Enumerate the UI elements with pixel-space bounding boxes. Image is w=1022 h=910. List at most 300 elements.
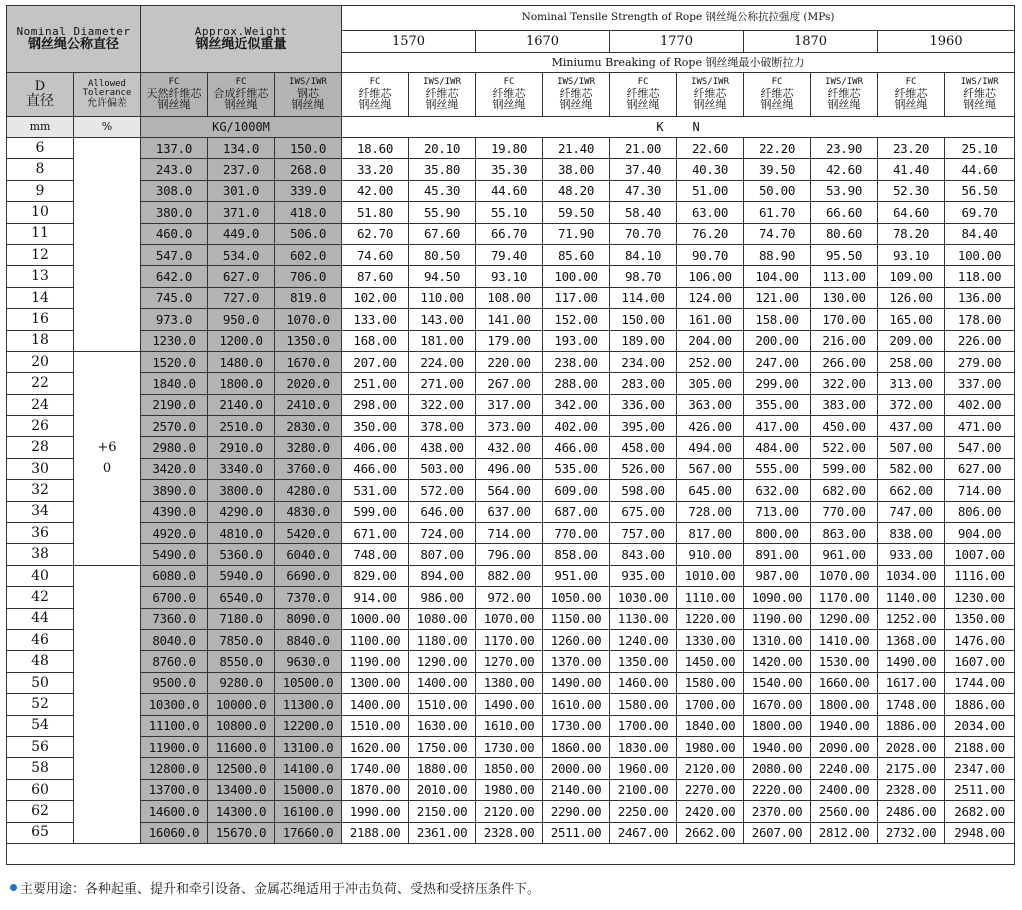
weight-cell: 1670.0 [275, 351, 342, 372]
breaking-force-cell: 67.60 [409, 223, 476, 244]
table-row [7, 715, 1015, 736]
breaking-force-cell: 1180.00 [409, 629, 476, 650]
table-row [7, 779, 1015, 800]
weight-cell: 268.0 [275, 159, 342, 180]
breaking-force-cell: 1310.00 [744, 629, 811, 650]
weight-cell: 4390.0 [141, 501, 208, 522]
breaking-force-cell: 1290.00 [409, 651, 476, 672]
breaking-force-cell: 2511.00 [945, 779, 1015, 800]
column-label: 钢丝绳 [492, 98, 526, 112]
breaking-force-cell: 564.00 [476, 480, 543, 501]
breaking-force-cell: 1380.00 [476, 672, 543, 693]
breaking-force-cell: 1860.00 [543, 736, 610, 757]
table-row [7, 244, 1015, 265]
breaking-force-cell: 1607.00 [945, 651, 1015, 672]
breaking-force-cell: 21.40 [543, 138, 610, 159]
weight-cell: 534.0 [208, 244, 275, 265]
breaking-force-cell: 796.00 [476, 544, 543, 565]
diameter-cell: 40 [7, 565, 74, 586]
column-label: 纤维芯 [963, 86, 997, 100]
weight-cell: 380.0 [141, 202, 208, 223]
breaking-force-cell: 1460.00 [610, 672, 677, 693]
weight-cell: 13400.0 [208, 779, 275, 800]
table-row [7, 822, 1015, 843]
weight-cell: 1200.0 [208, 330, 275, 351]
table-row [7, 629, 1015, 650]
weight-cell: 339.0 [275, 180, 342, 201]
breaking-force-cell: 1620.00 [342, 736, 409, 757]
breaking-force-cell: 2000.00 [543, 758, 610, 779]
column-header [744, 73, 811, 117]
weight-cell: 2410.0 [275, 394, 342, 415]
breaking-force-cell: 251.00 [342, 373, 409, 394]
weight-cell: 642.0 [141, 266, 208, 287]
table-row [7, 202, 1015, 223]
breaking-force-cell: 64.60 [878, 202, 945, 223]
breaking-force-cell: 288.00 [543, 373, 610, 394]
breaking-force-cell: 1110.00 [677, 587, 744, 608]
breaking-force-cell: 1116.00 [945, 565, 1015, 586]
unit-force: K N [342, 117, 1015, 138]
breaking-force-cell: 51.80 [342, 202, 409, 223]
breaking-force-cell: 152.00 [543, 309, 610, 330]
breaking-force-cell: 189.00 [610, 330, 677, 351]
table-row [7, 287, 1015, 308]
breaking-force-cell: 2948.00 [945, 822, 1015, 843]
table-row [7, 458, 1015, 479]
weight-cell: 547.0 [141, 244, 208, 265]
breaking-force-cell: 817.00 [677, 523, 744, 544]
breaking-force-cell: 252.00 [677, 351, 744, 372]
breaking-force-cell: 951.00 [543, 565, 610, 586]
breaking-force-cell: 1750.00 [409, 736, 476, 757]
breaking-force-cell: 609.00 [543, 480, 610, 501]
table-row [7, 223, 1015, 244]
column-header [543, 73, 610, 117]
breaking-force-cell: 1350.00 [610, 651, 677, 672]
breaking-force-cell: 1610.00 [476, 715, 543, 736]
breaking-force-cell: 267.00 [476, 373, 543, 394]
breaking-force-cell: 1630.00 [409, 715, 476, 736]
table-footer-spacer [7, 843, 1015, 864]
table-row [7, 544, 1015, 565]
breaking-force-cell: 124.00 [677, 287, 744, 308]
breaking-force-cell: 637.00 [476, 501, 543, 522]
breaking-force-cell: 104.00 [744, 266, 811, 287]
breaking-force-cell: 56.50 [945, 180, 1015, 201]
breaking-force-cell: 1490.00 [476, 694, 543, 715]
column-label: 纤维芯 [693, 86, 727, 100]
diameter-cell: 38 [7, 544, 74, 565]
diameter-cell: 60 [7, 779, 74, 800]
breaking-force-cell: 935.00 [610, 565, 677, 586]
column-code: FC [168, 77, 180, 88]
breaking-force-cell: 337.00 [945, 373, 1015, 394]
column-header [677, 73, 744, 117]
column-label: 纤维芯 [425, 86, 459, 100]
diameter-cell: 42 [7, 587, 74, 608]
breaking-force-cell: 829.00 [342, 565, 409, 586]
diameter-cell: 16 [7, 309, 74, 330]
diameter-cell: 20 [7, 351, 74, 372]
tolerance-cell [74, 565, 141, 843]
breaking-force-cell: 93.10 [476, 266, 543, 287]
strength-grade: 1870 [744, 31, 878, 53]
weight-cell: 8090.0 [275, 608, 342, 629]
breaking-force-cell: 662.00 [878, 480, 945, 501]
wire-rope-spec-sheet [6, 5, 1014, 865]
column-label: 合成纤维芯 [213, 86, 269, 100]
weight-cell: 3280.0 [275, 437, 342, 458]
breaking-force-cell: 121.00 [744, 287, 811, 308]
breaking-force-cell: 18.60 [342, 138, 409, 159]
breaking-force-cell: 1420.00 [744, 651, 811, 672]
weight-cell: 11100.0 [141, 715, 208, 736]
weight-cell: 8040.0 [141, 629, 208, 650]
approx-weight-en: Approx.Weight [194, 25, 288, 39]
breaking-force-cell: 1230.00 [945, 587, 1015, 608]
breaking-force-cell: 85.60 [543, 244, 610, 265]
d-label: D [34, 79, 46, 95]
breaking-force-cell: 770.00 [543, 523, 610, 544]
weight-cell: 8760.0 [141, 651, 208, 672]
weight-cell: 16100.0 [275, 801, 342, 822]
breaking-force-cell: 2150.00 [409, 801, 476, 822]
breaking-force-cell: 2175.00 [878, 758, 945, 779]
column-header [208, 73, 275, 117]
weight-cell: 4830.0 [275, 501, 342, 522]
breaking-force-cell: 961.00 [811, 544, 878, 565]
nominal-diameter-header [7, 6, 141, 73]
breaking-force-cell: 2560.00 [811, 801, 878, 822]
weight-cell: 301.0 [208, 180, 275, 201]
weight-cell: 7370.0 [275, 587, 342, 608]
diameter-cell: 13 [7, 266, 74, 287]
breaking-force-cell: 342.00 [543, 394, 610, 415]
breaking-force-cell: 2467.00 [610, 822, 677, 843]
breaking-force-cell: 39.50 [744, 159, 811, 180]
breaking-force-cell: 450.00 [811, 416, 878, 437]
column-label: 钢丝绳 [827, 98, 861, 112]
breaking-force-cell: 582.00 [878, 458, 945, 479]
breaking-force-cell: 891.00 [744, 544, 811, 565]
breaking-force-cell: 1800.00 [744, 715, 811, 736]
breaking-force-cell: 322.00 [409, 394, 476, 415]
breaking-force-cell: 395.00 [610, 416, 677, 437]
table-row [7, 330, 1015, 351]
breaking-force-cell: 87.60 [342, 266, 409, 287]
d-header [7, 73, 74, 117]
column-label: 钢丝绳 [559, 98, 593, 112]
breaking-force-cell: 2034.00 [945, 715, 1015, 736]
weight-cell: 1070.0 [275, 309, 342, 330]
breaking-force-cell: 2420.00 [677, 801, 744, 822]
breaking-force-cell: 355.00 [744, 394, 811, 415]
column-code: IWS/IWR [423, 77, 461, 88]
weight-cell: 6540.0 [208, 587, 275, 608]
breaking-force-cell: 322.00 [811, 373, 878, 394]
diameter-cell: 65 [7, 822, 74, 843]
weight-cell: 3340.0 [208, 458, 275, 479]
breaking-force-cell: 1744.00 [945, 672, 1015, 693]
weight-cell: 2510.0 [208, 416, 275, 437]
breaking-force-cell: 50.00 [744, 180, 811, 201]
table-row [7, 180, 1015, 201]
diameter-cell: 44 [7, 608, 74, 629]
breaking-force-cell: 336.00 [610, 394, 677, 415]
breaking-force-cell: 843.00 [610, 544, 677, 565]
breaking-force-cell: 2010.00 [409, 779, 476, 800]
breaking-force-cell: 522.00 [811, 437, 878, 458]
breaking-force-cell: 58.40 [610, 202, 677, 223]
weight-cell: 15000.0 [275, 779, 342, 800]
unit-percent: % [74, 117, 141, 138]
breaking-force-cell: 1190.00 [342, 651, 409, 672]
breaking-force-cell: 181.00 [409, 330, 476, 351]
weight-cell: 4920.0 [141, 523, 208, 544]
column-code: IWS/IWR [691, 77, 729, 88]
column-header [878, 73, 945, 117]
tolerance-cell [74, 351, 141, 565]
breaking-force-cell: 426.00 [677, 416, 744, 437]
breaking-force-cell: 645.00 [677, 480, 744, 501]
breaking-force-cell: 150.00 [610, 309, 677, 330]
breaking-force-cell: 417.00 [744, 416, 811, 437]
breaking-force-cell: 80.60 [811, 223, 878, 244]
weight-cell: 14300.0 [208, 801, 275, 822]
breaking-force-cell: 632.00 [744, 480, 811, 501]
breaking-force-cell: 438.00 [409, 437, 476, 458]
breaking-force-cell: 1886.00 [945, 694, 1015, 715]
breaking-force-cell: 80.50 [409, 244, 476, 265]
breaking-force-cell: 1610.00 [543, 694, 610, 715]
breaking-force-cell: 714.00 [945, 480, 1015, 501]
breaking-force-cell: 1290.00 [811, 608, 878, 629]
column-label: 纤维芯 [492, 86, 526, 100]
weight-cell: 3800.0 [208, 480, 275, 501]
breaking-force-cell: 535.00 [543, 458, 610, 479]
column-code: IWS/IWR [289, 77, 327, 88]
breaking-force-cell: 1034.00 [878, 565, 945, 586]
breaking-force-cell: 2028.00 [878, 736, 945, 757]
breaking-force-cell: 402.00 [543, 416, 610, 437]
weight-cell: 6690.0 [275, 565, 342, 586]
breaking-force-cell: 62.70 [342, 223, 409, 244]
table-row [7, 523, 1015, 544]
weight-cell: 10800.0 [208, 715, 275, 736]
tolerance-cell [74, 138, 141, 352]
breaking-force-cell: 1580.00 [677, 672, 744, 693]
breaking-force-cell: 305.00 [677, 373, 744, 394]
column-code: FC [905, 77, 917, 88]
breaking-force-cell: 35.30 [476, 159, 543, 180]
breaking-force-cell: 25.10 [945, 138, 1015, 159]
breaking-force-cell: 317.00 [476, 394, 543, 415]
column-label: 钢丝绳 [224, 98, 258, 112]
weight-cell: 2570.0 [141, 416, 208, 437]
weight-cell: 14600.0 [141, 801, 208, 822]
table-row [7, 138, 1015, 159]
table-row [7, 758, 1015, 779]
table-row [7, 608, 1015, 629]
diameter-cell: 54 [7, 715, 74, 736]
breaking-force-cell: 687.00 [543, 501, 610, 522]
strength-grade: 1770 [610, 31, 744, 53]
column-code: FC [771, 77, 783, 88]
weight-cell: 9630.0 [275, 651, 342, 672]
breaking-force-cell: 1830.00 [610, 736, 677, 757]
breaking-force-cell: 458.00 [610, 437, 677, 458]
breaking-force-cell: 972.00 [476, 587, 543, 608]
breaking-force-cell: 882.00 [476, 565, 543, 586]
breaking-force-cell: 1886.00 [878, 715, 945, 736]
weight-cell: 11900.0 [141, 736, 208, 757]
tolerance-upper: +6 [97, 439, 117, 455]
column-code: IWS/IWR [825, 77, 863, 88]
breaking-force-cell: 1476.00 [945, 629, 1015, 650]
weight-cell: 4280.0 [275, 480, 342, 501]
breaking-force-cell: 200.00 [744, 330, 811, 351]
diameter-cell: 28 [7, 437, 74, 458]
weight-cell: 5490.0 [141, 544, 208, 565]
column-header [610, 73, 677, 117]
breaking-force-cell: 807.00 [409, 544, 476, 565]
diameter-cell: 6 [7, 138, 74, 159]
breaking-force-cell: 136.00 [945, 287, 1015, 308]
weight-cell: 1350.0 [275, 330, 342, 351]
spec-table [6, 5, 1015, 865]
breaking-force-cell: 165.00 [878, 309, 945, 330]
breaking-force-cell: 207.00 [342, 351, 409, 372]
breaking-force-cell: 806.00 [945, 501, 1015, 522]
weight-cell: 449.0 [208, 223, 275, 244]
breaking-force-cell: 55.90 [409, 202, 476, 223]
breaking-force-cell: 1617.00 [878, 672, 945, 693]
table-row [7, 565, 1015, 586]
breaking-force-cell: 1510.00 [342, 715, 409, 736]
weight-cell: 3420.0 [141, 458, 208, 479]
breaking-force-cell: 503.00 [409, 458, 476, 479]
breaking-force-cell: 494.00 [677, 437, 744, 458]
weight-cell: 16060.0 [141, 822, 208, 843]
diameter-cell: 26 [7, 416, 74, 437]
breaking-force-cell: 247.00 [744, 351, 811, 372]
breaking-force-cell: 2486.00 [878, 801, 945, 822]
breaking-force-cell: 2682.00 [945, 801, 1015, 822]
breaking-force-cell: 90.70 [677, 244, 744, 265]
weight-cell: 1520.0 [141, 351, 208, 372]
breaking-force-cell: 1490.00 [878, 651, 945, 672]
breaking-force-cell: 724.00 [409, 523, 476, 544]
column-code: IWS/IWR [557, 77, 595, 88]
d-cn-label: 直径 [26, 92, 54, 109]
breaking-force-cell: 1960.00 [610, 758, 677, 779]
column-label: 钢丝绳 [693, 98, 727, 112]
breaking-force-cell: 93.10 [878, 244, 945, 265]
breaking-force-cell: 126.00 [878, 287, 945, 308]
breaking-force-cell: 1660.00 [811, 672, 878, 693]
weight-cell: 706.0 [275, 266, 342, 287]
nominal-diameter-cn: 钢丝绳公称直径 [27, 36, 119, 52]
breaking-force-cell: 84.10 [610, 244, 677, 265]
weight-cell: 7180.0 [208, 608, 275, 629]
breaking-force-cell: 2100.00 [610, 779, 677, 800]
breaking-force-cell: 372.00 [878, 394, 945, 415]
column-code: FC [503, 77, 515, 88]
breaking-force-cell: 45.30 [409, 180, 476, 201]
weight-cell: 10500.0 [275, 672, 342, 693]
breaking-force-cell: 1240.00 [610, 629, 677, 650]
weight-cell: 973.0 [141, 309, 208, 330]
breaking-force-cell: 100.00 [543, 266, 610, 287]
diameter-cell: 30 [7, 458, 74, 479]
breaking-force-cell: 110.00 [409, 287, 476, 308]
weight-cell: 237.0 [208, 159, 275, 180]
diameter-cell: 46 [7, 629, 74, 650]
breaking-force-cell: 1090.00 [744, 587, 811, 608]
table-row [7, 309, 1015, 330]
breaking-force-cell: 2188.00 [342, 822, 409, 843]
breaking-force-cell: 216.00 [811, 330, 878, 351]
breaking-force-cell: 117.00 [543, 287, 610, 308]
breaking-force-cell: 466.00 [342, 458, 409, 479]
breaking-force-cell: 44.60 [945, 159, 1015, 180]
breaking-force-cell: 70.70 [610, 223, 677, 244]
diameter-cell: 18 [7, 330, 74, 351]
breaking-force-cell: 713.00 [744, 501, 811, 522]
column-code: FC [369, 77, 381, 88]
table-row [7, 480, 1015, 501]
weight-cell: 12500.0 [208, 758, 275, 779]
breaking-force-cell: 1990.00 [342, 801, 409, 822]
breaking-force-cell: 66.60 [811, 202, 878, 223]
breaking-force-cell: 484.00 [744, 437, 811, 458]
weight-cell: 5940.0 [208, 565, 275, 586]
breaking-force-cell: 84.40 [945, 223, 1015, 244]
breaking-force-cell: 496.00 [476, 458, 543, 479]
unit-mm: mm [7, 117, 74, 138]
breaking-force-cell: 2140.00 [543, 779, 610, 800]
weight-cell: 1800.0 [208, 373, 275, 394]
breaking-force-cell: 599.00 [342, 501, 409, 522]
breaking-force-cell: 220.00 [476, 351, 543, 372]
diameter-cell: 48 [7, 651, 74, 672]
breaking-force-cell: 141.00 [476, 309, 543, 330]
breaking-force-cell: 1010.00 [677, 565, 744, 586]
weight-cell: 8550.0 [208, 651, 275, 672]
breaking-force-cell: 1368.00 [878, 629, 945, 650]
breaking-force-cell: 1070.00 [476, 608, 543, 629]
breaking-force-cell: 193.00 [543, 330, 610, 351]
breaking-force-cell: 226.00 [945, 330, 1015, 351]
unit-weight: KG/1000M [141, 117, 342, 138]
breaking-force-cell: 863.00 [811, 523, 878, 544]
breaking-force-cell: 63.00 [677, 202, 744, 223]
breaking-force-cell: 757.00 [610, 523, 677, 544]
weight-cell: 9500.0 [141, 672, 208, 693]
breaking-force-cell: 102.00 [342, 287, 409, 308]
breaking-force-cell: 313.00 [878, 373, 945, 394]
weight-cell: 2910.0 [208, 437, 275, 458]
breaking-force-cell: 714.00 [476, 523, 543, 544]
breaking-force-cell: 35.80 [409, 159, 476, 180]
breaking-force-cell: 21.00 [610, 138, 677, 159]
breaking-force-cell: 2361.00 [409, 822, 476, 843]
breaking-force-cell: 838.00 [878, 523, 945, 544]
tolerance-line-3: 允许偏差 [87, 97, 127, 109]
weight-cell: 2140.0 [208, 394, 275, 415]
weight-cell: 11600.0 [208, 736, 275, 757]
